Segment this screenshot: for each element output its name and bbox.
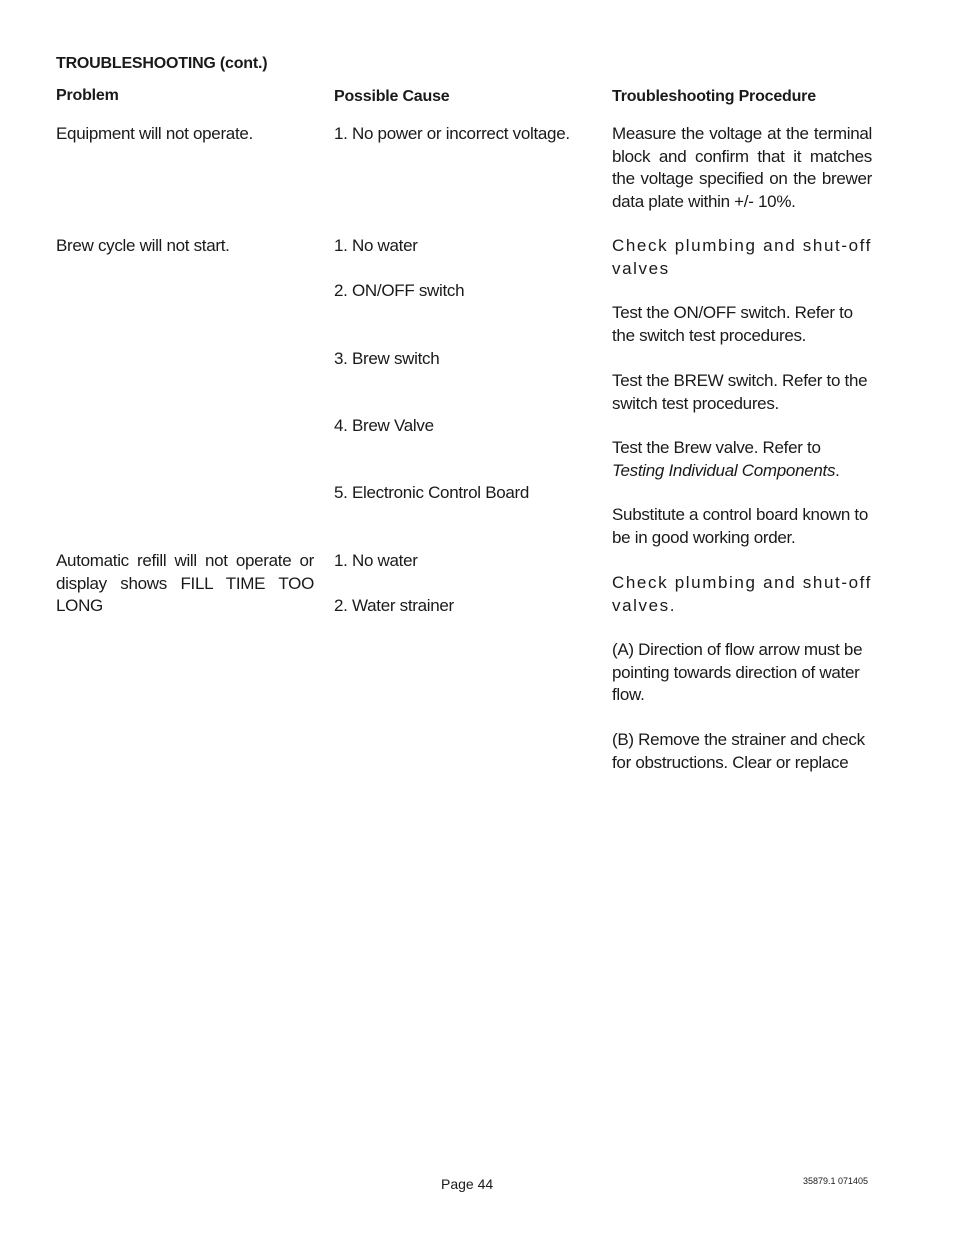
cause-no-power: 1. No power or incorrect voltage. — [334, 124, 570, 143]
procedure-test-brew-valve-suffix: . — [835, 460, 840, 480]
testing-components-reference: Testing Individual Components — [612, 460, 836, 480]
procedure-check-plumbing: Check plumbing and shut-off valves — [612, 236, 872, 278]
procedure-test-onoff: Test the ON/OFF switch. Refer to the switch test procedures. — [612, 303, 853, 345]
procedure-refill-check-plumbing: Check plumbing and shut-off valves. — [612, 573, 872, 615]
section-title: TROUBLESHOOTING (cont.) — [56, 55, 268, 72]
procedure-remove-strainer: (B) Remove the strainer and check for obstructions. Clear or replace — [612, 730, 865, 772]
procedure-test-brew-switch: Test the BREW switch. Refer to the switch test procedures. — [612, 371, 868, 413]
document-code: 35879.1 071405 — [803, 1176, 869, 1186]
column-header-cause: Possible Cause — [334, 88, 450, 105]
cause-brew-valve: 4. Brew Valve — [334, 416, 434, 435]
cause-water-strainer: 2. Water strainer — [334, 596, 454, 615]
cause-control-board: 5. Electronic Control Board — [334, 483, 530, 502]
cause-refill-no-water: 1. No water — [334, 551, 418, 570]
page-number: Page 44 — [441, 1176, 494, 1192]
column-header-problem: Problem — [56, 87, 119, 104]
procedure-test-brew-valve-prefix: Test the Brew valve. Refer to — [612, 438, 821, 457]
problem-brew-cycle: Brew cycle will not start. — [56, 236, 230, 255]
cause-brew-switch: 3. Brew switch — [334, 349, 440, 368]
procedure-substitute-board: Substitute a control board known to be in good working order. — [612, 505, 868, 547]
procedure-measure-voltage: Measure the voltage at the terminal block and confirm that it matches the voltage specified on the brewer data plate within +/- 10%. — [612, 124, 872, 211]
problem-automatic-refill: Automatic refill will not operate or display shows FILL TIME TOO LONG — [56, 551, 314, 615]
procedure-flow-arrow: (A) Direction of flow arrow must be pointing towards direction of water flow. — [612, 640, 863, 704]
procedure-test-brew-valve — [612, 437, 872, 482]
problem-equipment: Equipment will not operate. — [56, 124, 253, 143]
column-header-procedure: Troubleshooting Procedure — [612, 88, 816, 105]
cause-onoff-switch: 2. ON/OFF switch — [334, 281, 465, 300]
cause-no-water: 1. No water — [334, 236, 418, 255]
